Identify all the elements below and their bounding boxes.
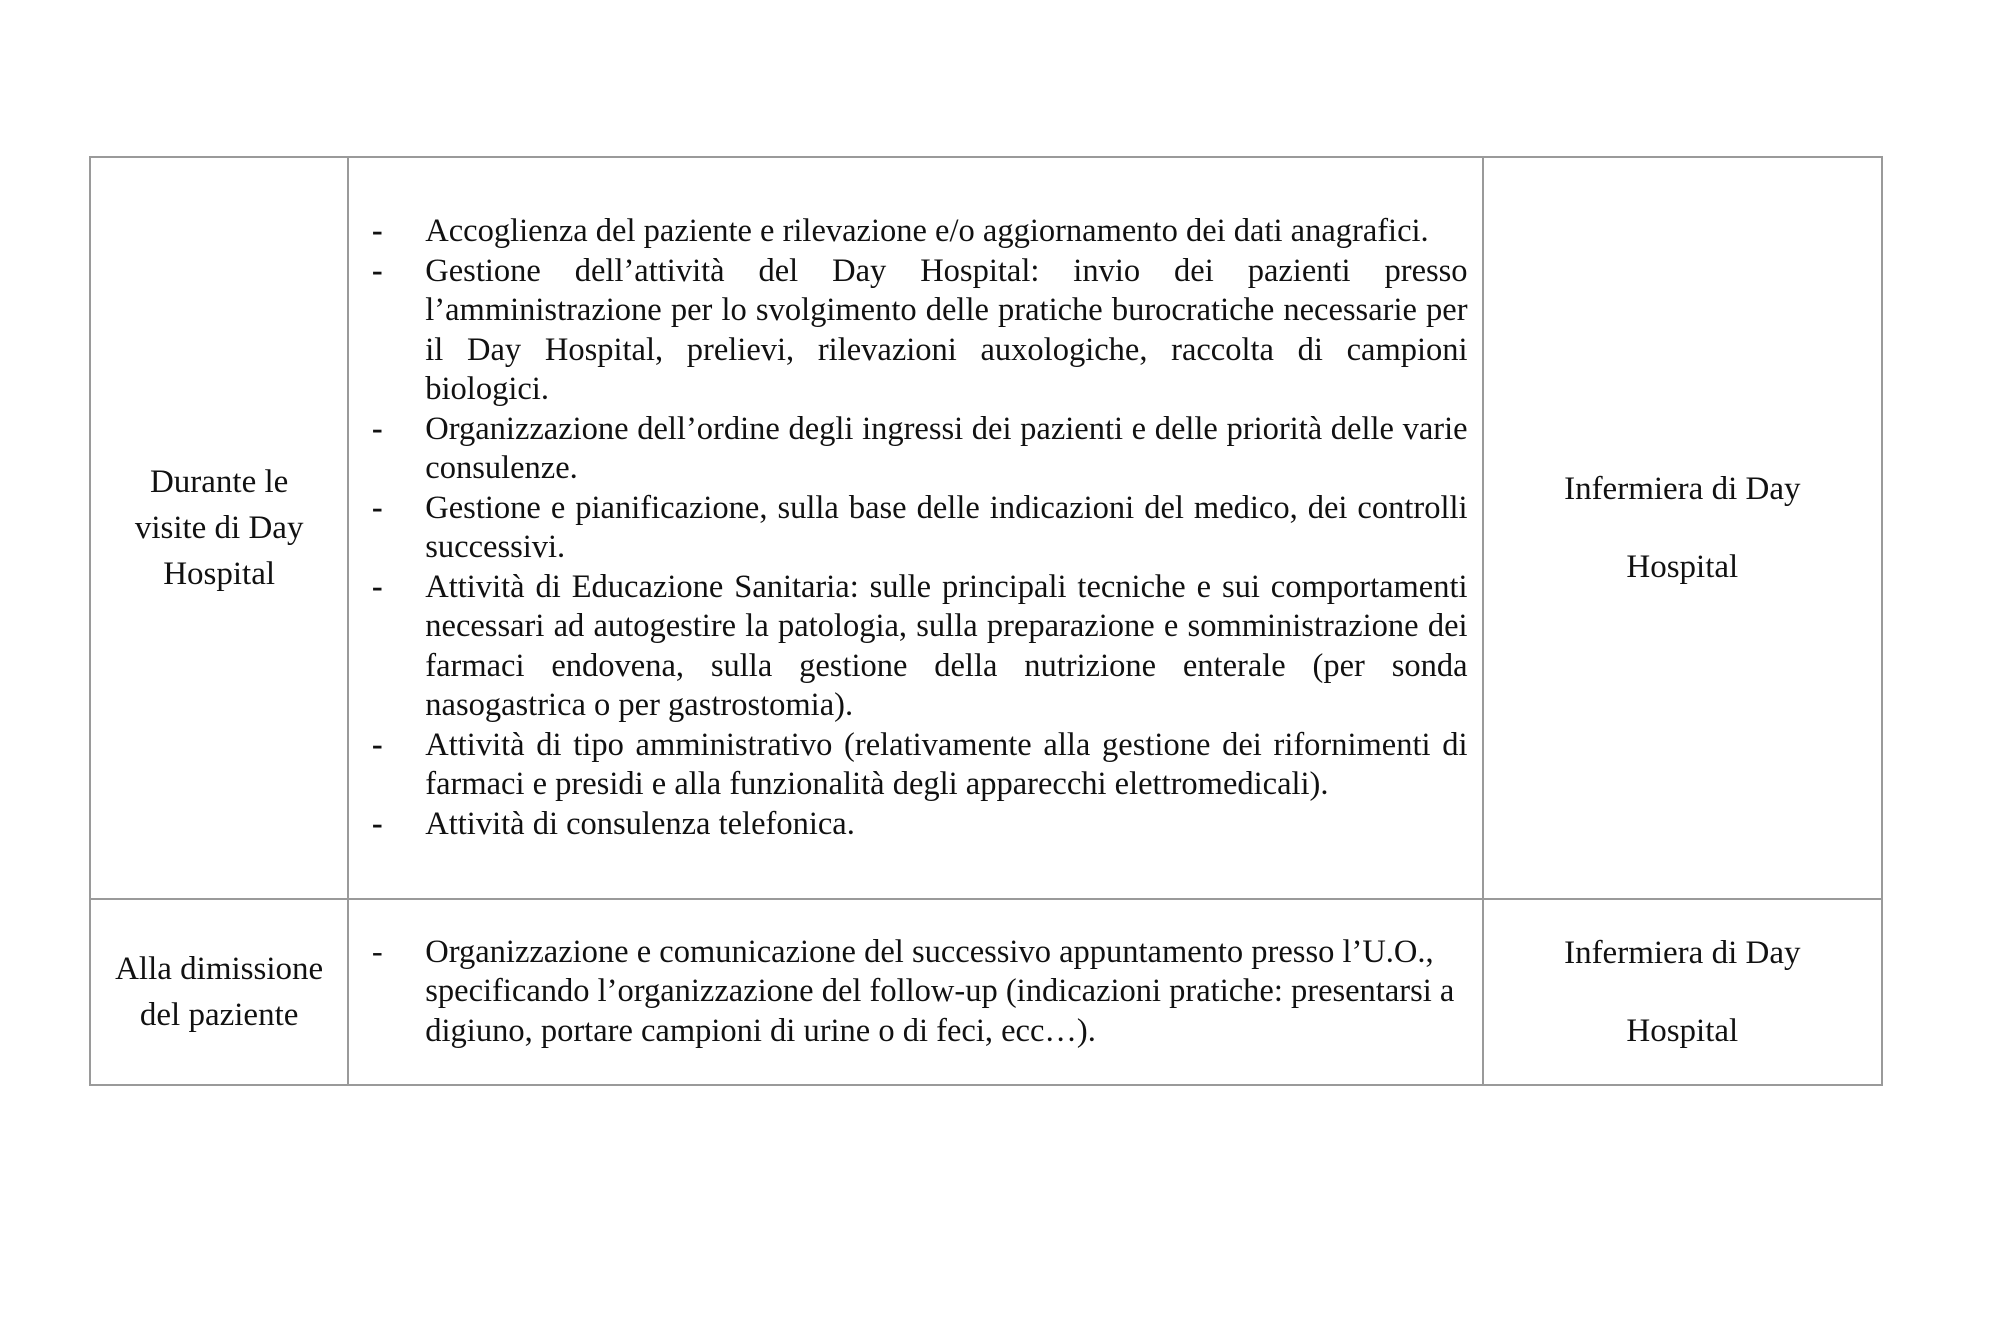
responsible-line: Infermiera di Day [1564,935,1801,971]
list-item [365,212,1467,252]
activity-text: Attività di Educazione Sanitaria: sulle principali tecniche e sui comportamenti necessari ad autogestire la patologia, sulla preparazione e somministrazione dei farmaci endovena, sulla gestione della nutrizione enterale (per sonda nasogastrica o per gastrostomia). [425,568,1468,723]
activity-text: Organizzazione e comunicazione del successivo appuntamento presso l’U.O., specificando l’organizzazione del follow-up (indicazioni pratiche: presentarsi a digiuno, portare campioni di urine o di feci, ecc…). [425,933,1455,1049]
activity-text: Organizzazione dell’ordine degli ingressi dei pazienti e delle priorità delle varie consulenze. [425,410,1468,486]
activities-cell [348,899,1482,1085]
dash-bullet: - [371,213,383,249]
activity-text: Accoglienza del paziente e rilevazione e/o aggiornamento dei dati anagrafici. [425,213,1429,249]
phase-cell [90,899,348,1085]
dash-bullet: - [371,489,383,526]
responsible-cell [1483,157,1882,899]
responsible-line: Hospital [1626,549,1739,585]
activity-text: Gestione e pianificazione, sulla base delle indicazioni del medico, dei controlli successivi. [425,489,1468,565]
dash-bullet: - [371,410,383,447]
activities-list [365,933,1467,1052]
dash-bullet: - [371,805,383,842]
phase-line: Durante le [149,464,289,500]
phase-line: del paziente [139,997,299,1033]
activities-cell [348,157,1482,899]
activity-text: Attività di tipo amministrativo (relativamente alla gestione dei rifornimenti di farmaci e presidi e alla funzionalità degli apparecchi elettromedicali). [425,726,1468,802]
dash-bullet: - [371,933,383,970]
list-item [365,726,1467,805]
table-row [90,157,1882,899]
list-item [365,933,1467,1052]
dash-bullet: - [371,568,383,605]
list-item [365,568,1467,726]
responsible-cell [1483,899,1882,1085]
phase-line: Hospital [163,556,276,592]
phase-line: Alla dimissione [115,951,324,987]
activities-table [89,156,1883,1086]
list-item [365,489,1467,568]
dash-bullet: - [371,252,383,289]
table-row [90,899,1882,1085]
activity-text: Gestione dell’attività del Day Hospital: invio dei pazienti presso l’amministrazione per lo svolgimento delle pratiche burocratiche necessarie per il Day Hospital, prelievi, rilevazioni auxologiche, raccolta di campioni biologici. [425,252,1468,407]
list-item [365,252,1467,410]
activity-text: Attività di consulenza telefonica. [425,805,855,842]
dash-bullet: - [371,726,383,763]
phase-line: visite di Day [134,510,304,546]
phase-cell [90,157,348,899]
list-item [365,410,1467,489]
list-item [365,805,1467,845]
responsible-line: Hospital [1626,1013,1739,1049]
responsible-line: Infermiera di Day [1564,471,1801,507]
activities-list [365,212,1467,844]
